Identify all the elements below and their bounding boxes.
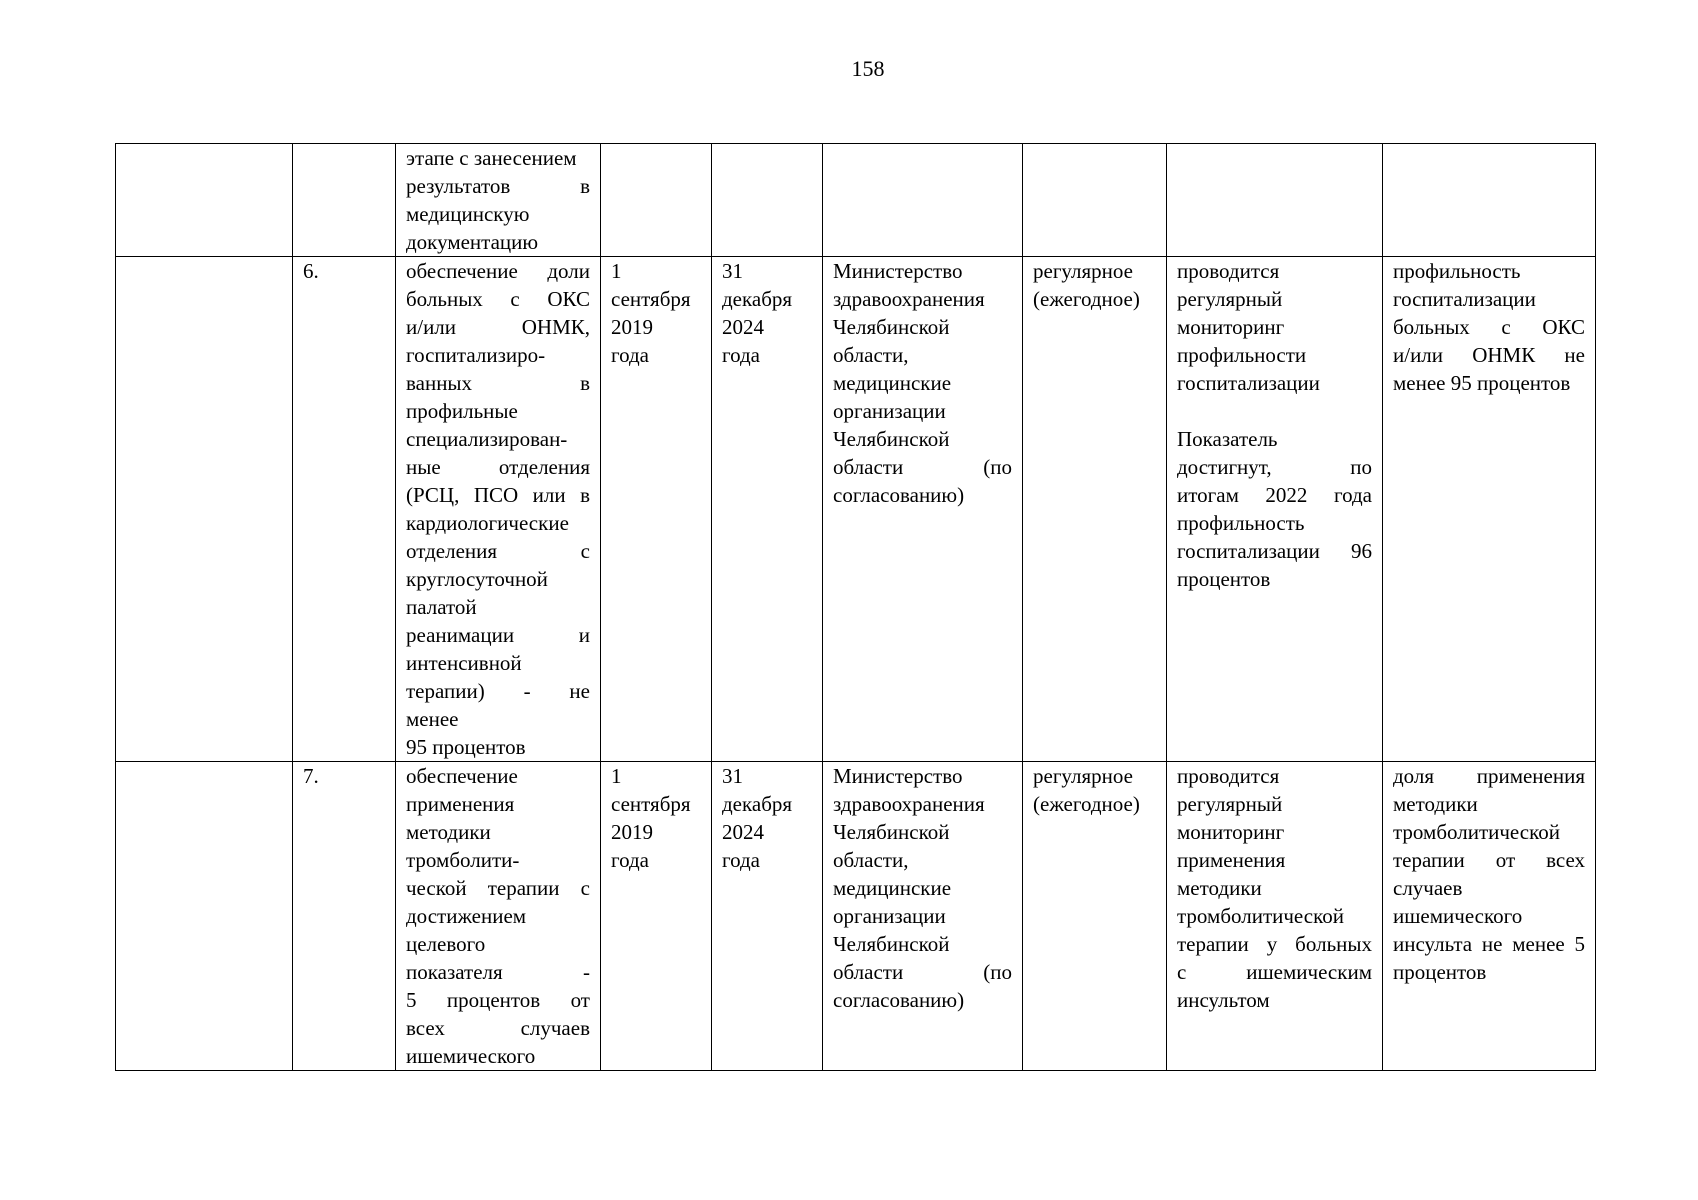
text-line: кардиологические xyxy=(406,511,569,535)
text-line: сентября xyxy=(611,792,691,816)
cell-text xyxy=(406,257,590,761)
measure-cell xyxy=(396,144,601,257)
cell-text xyxy=(611,762,701,874)
text-line: 95 процентов xyxy=(406,735,526,759)
text-line: Челябинской xyxy=(833,315,950,339)
table-row xyxy=(116,257,1596,762)
text-line: 2019 xyxy=(611,315,653,339)
text-line: достижением xyxy=(406,904,527,928)
text-line: профильность xyxy=(1177,511,1305,535)
cell-text xyxy=(1177,257,1372,593)
text-line: области (по xyxy=(833,455,1012,479)
document-table xyxy=(115,143,1596,1071)
text-line: Челябинской xyxy=(833,932,950,956)
cell-text xyxy=(722,257,812,369)
characteristic-cell xyxy=(1023,144,1167,257)
text-line: Министерство xyxy=(833,764,963,788)
cell-text xyxy=(833,762,1012,1014)
text-line: Министерство xyxy=(833,259,963,283)
text-line: года xyxy=(611,343,649,367)
blank-cell xyxy=(116,257,293,762)
text-line: 6. xyxy=(303,259,319,283)
text-line: организации xyxy=(833,399,946,423)
text-line: процентов xyxy=(1177,567,1271,591)
text-line: (ежегодное) xyxy=(1033,792,1140,816)
text-line: инсультом xyxy=(1177,988,1270,1012)
text-line: методики xyxy=(1177,876,1262,900)
text-line: результатов в xyxy=(406,174,590,198)
text-line: госпитализации 96 xyxy=(1177,539,1372,563)
text-line: согласованию) xyxy=(833,988,965,1012)
text-line: терапии) - не xyxy=(406,679,590,703)
end-date-cell xyxy=(712,144,823,257)
result-cell xyxy=(1383,144,1596,257)
start-date-cell xyxy=(601,144,712,257)
text-line: применения xyxy=(1177,848,1286,872)
text-line: регулярный xyxy=(1177,792,1283,816)
text-line: обеспечение доли xyxy=(406,259,590,283)
cell-text xyxy=(833,257,1012,509)
text-line: 2024 xyxy=(722,820,764,844)
row-number-cell xyxy=(293,762,396,1071)
text-line: больных с ОКС xyxy=(406,287,590,311)
cell-text xyxy=(303,257,385,285)
start-date-cell xyxy=(601,762,712,1071)
text-line: года xyxy=(722,848,760,872)
text-line: регулярное xyxy=(1033,764,1133,788)
text-line: 7. xyxy=(303,764,319,788)
cell-text xyxy=(1393,762,1585,986)
text-line: госпитализации xyxy=(1177,371,1320,395)
responsible-cell xyxy=(823,257,1023,762)
text-line: декабря xyxy=(722,792,793,816)
text-line: организации xyxy=(833,904,946,928)
blank-cell xyxy=(116,762,293,1071)
text-line: проводится xyxy=(1177,259,1280,283)
text-line: ные отделения xyxy=(406,455,590,479)
cell-text xyxy=(406,144,590,256)
text-line: этапе с занесением xyxy=(406,146,577,170)
end-date-cell xyxy=(712,762,823,1071)
text-line: года xyxy=(611,848,649,872)
start-date-cell xyxy=(601,257,712,762)
cell-text xyxy=(1033,257,1156,313)
text-line: Челябинской xyxy=(833,820,950,844)
responsible-cell xyxy=(823,762,1023,1071)
text-line: и/или ОНМК не xyxy=(1393,343,1585,367)
text-line: методики xyxy=(1393,792,1478,816)
text-line: палатой xyxy=(406,595,477,619)
characteristic-cell xyxy=(1023,257,1167,762)
text-line: Челябинской xyxy=(833,427,950,451)
responsible-cell xyxy=(823,144,1023,257)
text-line: процентов xyxy=(1393,960,1487,984)
cell-text xyxy=(303,762,385,790)
text-line: показателя - xyxy=(406,960,590,984)
text-line: области, xyxy=(833,343,909,367)
text-line: случаев xyxy=(1393,876,1463,900)
text-line: менее xyxy=(406,707,459,731)
text-line: документацию xyxy=(406,230,539,254)
text-line: инсульта не менее 5 xyxy=(1393,932,1585,956)
text-line: профильность xyxy=(1393,259,1521,283)
text-line: тромболити- xyxy=(406,848,520,872)
text-line: доля применения xyxy=(1393,764,1585,788)
text-line: медицинскую xyxy=(406,202,530,226)
text-line: регулярное xyxy=(1033,259,1133,283)
text-line: Показатель xyxy=(1177,427,1278,451)
table-row xyxy=(116,144,1596,257)
text-line: области (по xyxy=(833,960,1012,984)
text-line: применения xyxy=(406,792,515,816)
text-line: здравоохранения xyxy=(833,792,985,816)
text-line: госпитализиро- xyxy=(406,343,546,367)
table-body xyxy=(116,144,1596,1071)
text-line: (РСЦ, ПСО или в xyxy=(406,483,590,507)
text-line: проводится xyxy=(1177,764,1280,788)
text-line: профильности xyxy=(1177,343,1307,367)
text-line: мониторинг xyxy=(1177,315,1285,339)
text-line: с ишемическим xyxy=(1177,960,1372,984)
implementation-cell xyxy=(1167,762,1383,1071)
text-line: тромболитической xyxy=(1177,904,1344,928)
text-line: госпитализации xyxy=(1393,287,1536,311)
text-line: регулярный xyxy=(1177,287,1283,311)
text-line: специализирован- xyxy=(406,427,568,451)
text-line: всех случаев xyxy=(406,1016,590,1040)
text-line: менее 95 процентов xyxy=(1393,371,1571,395)
cell-text xyxy=(611,257,701,369)
implementation-cell xyxy=(1167,257,1383,762)
cell-text xyxy=(722,762,812,874)
text-line: согласованию) xyxy=(833,483,965,507)
row-number-cell xyxy=(293,144,396,257)
row-number-cell xyxy=(293,257,396,762)
text-line: итогам 2022 года xyxy=(1177,483,1372,507)
result-cell xyxy=(1383,257,1596,762)
blank-cell xyxy=(116,144,293,257)
text-line: здравоохранения xyxy=(833,287,985,311)
text-line: ишемического xyxy=(1393,904,1523,928)
text-line: (ежегодное) xyxy=(1033,287,1140,311)
text-line: терапии от всех xyxy=(1393,848,1585,872)
text-line: ишемического xyxy=(406,1044,536,1068)
text-line: тромболитической xyxy=(1393,820,1560,844)
text-line: интенсивной xyxy=(406,651,522,675)
text-line: области, xyxy=(833,848,909,872)
text-line: 31 xyxy=(722,259,743,283)
cell-text xyxy=(1177,762,1372,1014)
text-line: медицинские xyxy=(833,371,952,395)
text-line: ческой терапии с xyxy=(406,876,590,900)
cell-text xyxy=(406,762,590,1070)
measure-cell xyxy=(396,762,601,1071)
text-line: 1 xyxy=(611,764,622,788)
text-line: 2024 xyxy=(722,315,764,339)
text-line: мониторинг xyxy=(1177,820,1285,844)
result-cell xyxy=(1383,762,1596,1071)
measure-cell xyxy=(396,257,601,762)
text-line: терапии у больных xyxy=(1177,932,1372,956)
paragraph-gap xyxy=(1177,397,1372,425)
text-line: обеспечение xyxy=(406,764,518,788)
text-line: 31 xyxy=(722,764,743,788)
text-line: декабря xyxy=(722,287,793,311)
table-row xyxy=(116,762,1596,1071)
text-line: 2019 xyxy=(611,820,653,844)
text-line: и/или ОНМК, xyxy=(406,315,590,339)
text-line: медицинские xyxy=(833,876,952,900)
text-line: методики xyxy=(406,820,491,844)
text-line: 1 xyxy=(611,259,622,283)
cell-text xyxy=(1393,257,1585,397)
text-line: достигнут, по xyxy=(1177,455,1372,479)
page-number: 158 xyxy=(851,56,885,81)
text-line: года xyxy=(722,343,760,367)
text-line: 5 процентов от xyxy=(406,988,590,1012)
text-line: круглосуточной xyxy=(406,567,548,591)
text-line: целевого xyxy=(406,932,486,956)
text-line: больных с ОКС xyxy=(1393,315,1585,339)
text-line: отделения с xyxy=(406,539,590,563)
text-line: профильные xyxy=(406,399,518,423)
cell-text xyxy=(1033,762,1156,818)
end-date-cell xyxy=(712,257,823,762)
text-line: ванных в xyxy=(406,371,590,395)
characteristic-cell xyxy=(1023,762,1167,1071)
implementation-cell xyxy=(1167,144,1383,257)
text-line: сентября xyxy=(611,287,691,311)
text-line: реанимации и xyxy=(406,623,590,647)
